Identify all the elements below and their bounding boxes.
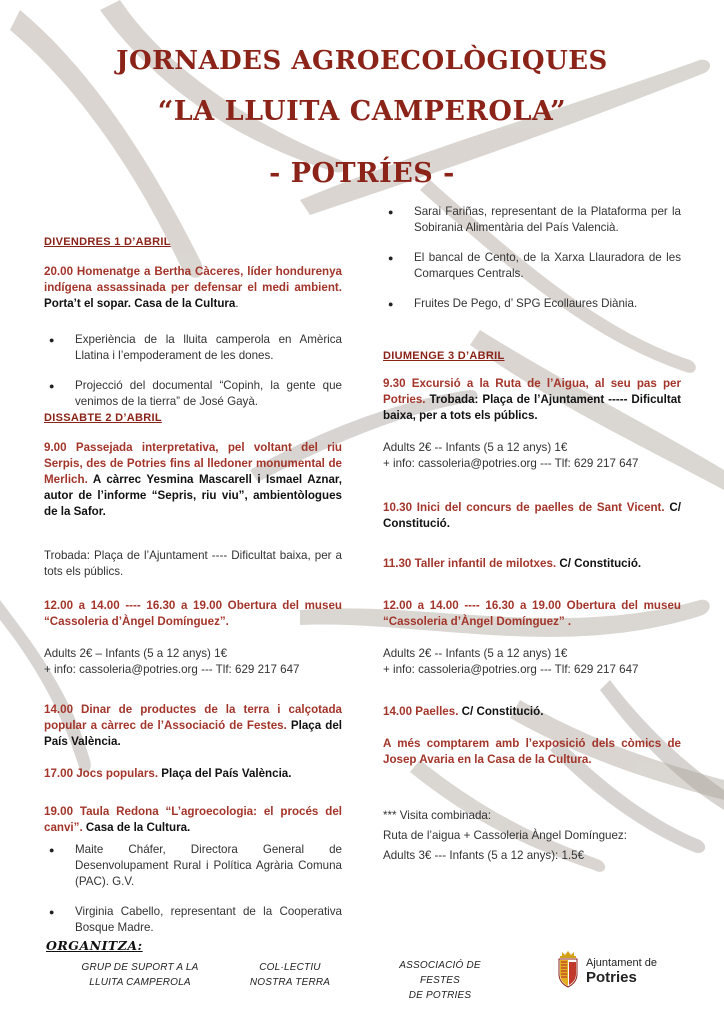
list-item: ● Fruites De Pego, d’ SPG Ecollaures Diània. xyxy=(383,296,681,312)
ajuntament-logo xyxy=(556,950,686,990)
event-homenatge xyxy=(44,264,342,312)
round-table-bullets-cont xyxy=(383,204,681,326)
list-item: ● Maite Cháfer, Directora General de Desenvolupament Rural i Política Agrària Comuna (PAC). G.V. xyxy=(44,842,342,890)
event-museu-price: Adults 2€ – Infants (5 a 12 anys) 1€ xyxy=(44,647,228,660)
event-museu-title: 12.00 a 14.00 ---- 16.30 a 19.00 Obertura del museu “Cassoleria d’Àngel Domínguez”. xyxy=(44,599,342,628)
organizer-festes-line1: ASSOCIACIÓ DE FESTES xyxy=(399,960,481,986)
list-item: ● El bancal de Cento, de la Xarxa Llauradora de les Comarques Centrals. xyxy=(383,250,681,282)
event-ruta-aigua-price: Adults 2€ -- Infants (5 a 12 anys) 1€ xyxy=(383,441,568,454)
title-line-1: JORNADES AGROECOLÒGIQUES xyxy=(116,46,608,76)
organizer-festes xyxy=(380,958,500,1003)
event-taller xyxy=(383,556,681,572)
organizer-nostra-terra xyxy=(240,960,340,990)
organizer-nostra-terra-line1: COL·LECTIU xyxy=(259,962,321,973)
event-homenatge-place: Porta’t el sopar. Casa de la Cultura xyxy=(44,297,236,310)
heading-dissabte: DISSABTE 2 D’ABRIL xyxy=(44,412,162,424)
event-ruta-aigua xyxy=(383,376,681,424)
title-line-2: “LA LLUITA CAMPEROLA” xyxy=(157,96,567,127)
list-item: ● Sarai Fariñas, representant de la Plataforma per la Sobirania Alimentària del País Valencià. xyxy=(383,204,681,236)
event-taller-title: 11.30 Taller infantil de milotxes. xyxy=(383,557,557,570)
organizer-grup-suport-line1: GRUP DE SUPORT A LA xyxy=(81,962,199,973)
organizer-nostra-terra-line2: NOSTRA TERRA xyxy=(249,977,331,988)
combo-visit-desc: Ruta de l’aigua + Cassoleria Àngel Domínguez: xyxy=(383,829,627,842)
event-taula-redona xyxy=(44,804,342,836)
list-item: ● Projecció del documental “Copinh, la gente que venimos de la tierra” de José Gayà. xyxy=(44,378,342,410)
event-ruta-aigua-meeting: Trobada: Plaça de l’Ajuntament ----- Dificultat baixa, per a tots els públics. xyxy=(383,393,681,422)
event-dinar xyxy=(44,702,342,750)
heading-divendres: DIVENDRES 1 D’ABRIL xyxy=(44,236,171,248)
organizer-festes-line2: DE POTRIES xyxy=(408,990,472,1001)
event-dinar-place: Plaça del País València. xyxy=(44,719,342,748)
event-ruta-aigua-info: + info: cassoleria@potries.org --- Tlf: 629 217 647 xyxy=(383,457,639,470)
ajuntament-line2: Potries xyxy=(586,969,637,986)
coat-of-arms-icon xyxy=(556,950,580,988)
event-ruta-aigua-title: 9.30 Excursió a la Ruta de l’Aigua, al seu pas per Potries. xyxy=(383,377,681,406)
combo-visit-title: *** Visita combinada: xyxy=(383,809,492,822)
ajuntament-line1: Ajuntament de xyxy=(586,957,657,969)
event-museu-diumenge-info: + info: cassoleria@potries.org --- Tlf: 629 217 647 xyxy=(383,663,639,676)
event-taula-redona-place: Casa de la Cultura. xyxy=(82,821,191,834)
event-museu-diumenge-price: Adults 2€ -- Infants (5 a 12 anys) 1€ xyxy=(383,647,568,660)
organitza-label: ORGANITZA: xyxy=(46,938,143,953)
event-passejada-title: 9.00 Passejada interpretativa, pel voltant del riu Serpis, des de Potries fins al lledoner monumental de Merlich. xyxy=(44,441,342,486)
event-taller-place: C/ Constitució. xyxy=(556,557,642,570)
organizer-grup-suport xyxy=(70,960,210,990)
combo-visit-price: Adults 3€ --- Infants (5 a 12 anys): 1.5€ xyxy=(383,849,585,862)
event-passejada-guides: A càrrec Yesmina Mascarell i Ismael Aznar, autor de l’informe “Sepris, riu viu”, ambientòlogues de la Safor. xyxy=(44,473,342,518)
event-homenatge-title: 20.00 Homenatge a Bertha Càceres, líder hondurenya indígena assassinada per defensar el medi ambient. xyxy=(44,265,342,294)
list-item: ● Experiència de la lluita camperola en Amèrica Llatina i l’empoderament de les dones. xyxy=(44,332,342,364)
event-comics: A més comptarem amb l’exposició dels còmics de Josep Avaria en la Casa de la Cultura. xyxy=(383,737,681,766)
title-line-3: - POTRÍES - xyxy=(269,158,455,189)
event-passejada-meeting: Trobada: Plaça de l’Ajuntament ---- Dificultat baixa, per a tots els públics. xyxy=(44,549,342,578)
event-passejada xyxy=(44,440,342,520)
event-paelles-concurs-title: 10.30 Inici del concurs de paelles de Sant Vicent. xyxy=(383,501,665,514)
event-dinar-title: 14.00 Dinar de productes de la terra i calçotada popular a càrrec de l’Associació de Festes. xyxy=(44,703,342,732)
event-paelles-concurs-place: C/ Constitució. xyxy=(383,501,681,530)
event-jocs xyxy=(44,766,342,782)
round-table-bullets xyxy=(44,842,342,950)
list-item: ● Virginia Cabello, representant de la Cooperativa Bosque Madre. xyxy=(44,904,342,936)
event-paelles xyxy=(383,704,681,720)
event-museu-diumenge-title: 12.00 a 14.00 ---- 16.30 a 19.00 Obertura del museu “Cassoleria d’Àngel Domínguez” . xyxy=(383,599,681,628)
event-paelles-title: 14.00 Paelles. xyxy=(383,705,459,718)
event-taula-redona-title: 19.00 Taula Redona “L’agroecologia: el procés del canvi”. xyxy=(44,805,342,834)
event-paelles-concurs xyxy=(383,500,681,532)
event-homenatge-period: . xyxy=(235,297,239,310)
heading-diumenge: DIUMENGE 3 D’ABRIL xyxy=(383,350,505,362)
event-jocs-place: Plaça del País València. xyxy=(158,767,292,780)
organizer-grup-suport-line2: LLUITA CAMPEROLA xyxy=(89,977,191,988)
event-museu-info: + info: cassoleria@potries.org --- Tlf: 629 217 647 xyxy=(44,663,300,676)
event-paelles-place: C/ Constitució. xyxy=(458,705,544,718)
event-jocs-title: 17.00 Jocs populars. xyxy=(44,767,159,780)
